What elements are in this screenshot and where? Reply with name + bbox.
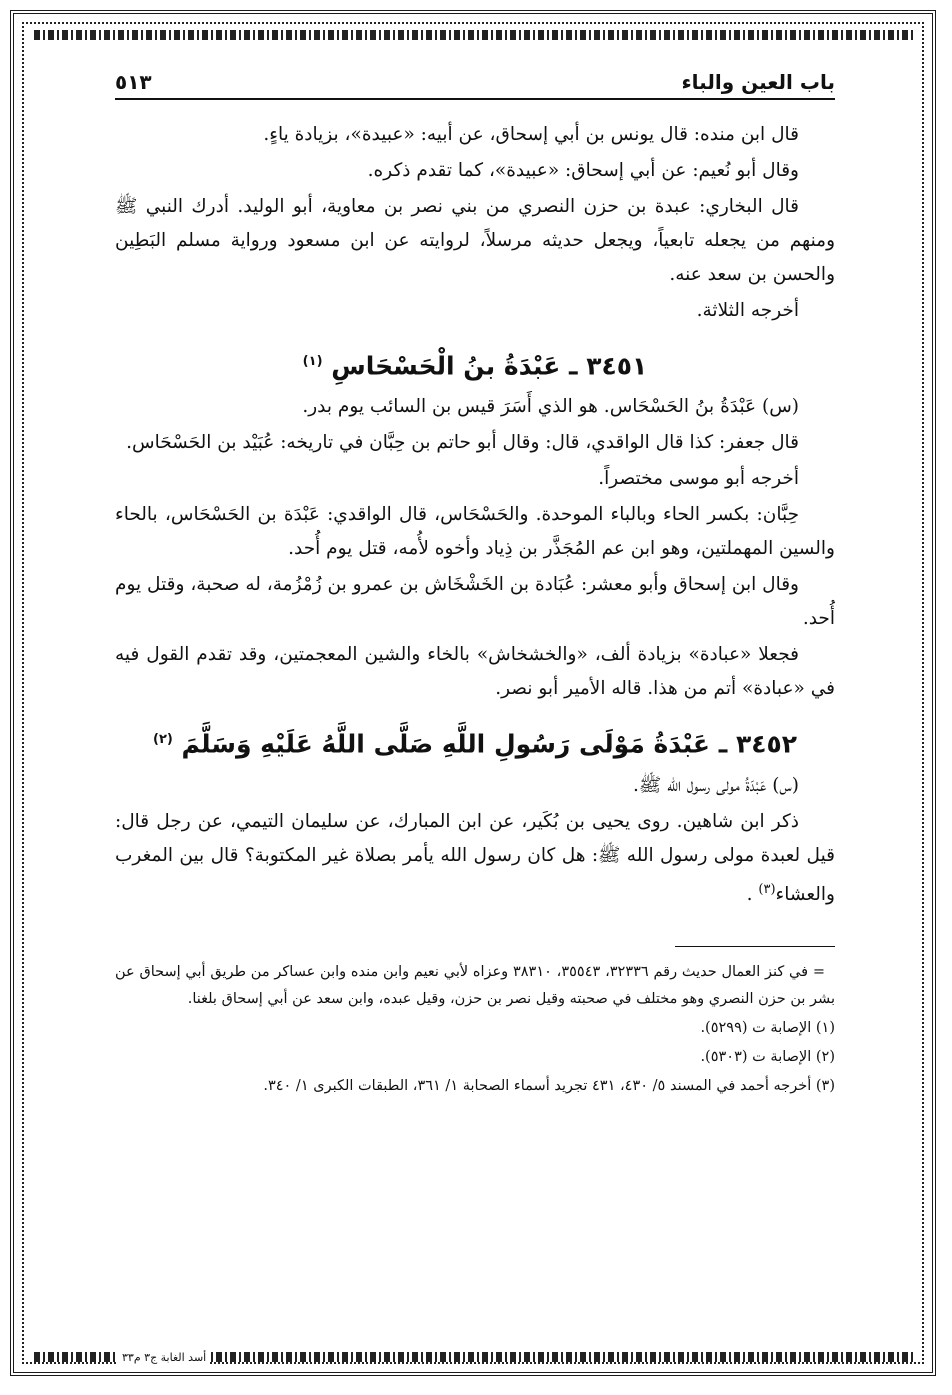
paragraph: قال ابن منده: قال يونس بن أبي إسحاق، عن أبيه: «عبيدة»، بزيادة ياءٍ.: [263, 124, 799, 145]
footnote-separator: [675, 946, 835, 947]
entry-heading-3452: [115, 720, 835, 764]
paragraph: وقال أبو نُعيم: عن أبي إسحاق: «عبيدة»، كما تقدم ذكره.: [367, 160, 799, 181]
signature-mark: أسد الغابة ج٣ م٣٣: [118, 1351, 210, 1364]
entry-heading-3451: [115, 342, 835, 386]
paragraph: (س) عَبْدَةُ مولى رسول الله ﷺ.: [633, 774, 799, 796]
paragraph: فجعلا «عبادة» بزيادة ألف، «والخشخاش» بالخاء والشين المعجمتين، وقد تقدم القول فيه في «عبادة» أتم من هذا. قاله الأمير أبو نصر.: [115, 644, 835, 700]
paragraph: (س) عَبْدَةُ بنُ الحَسْحَاس. هو الذي أَسَرَ قيس بن السائب يوم بدر.: [302, 396, 799, 418]
page-number: ٥١٣: [115, 70, 152, 94]
paragraph: ذكر ابن شاهين. روى يحيى بن بُكَير، عن ابن المبارك، عن سليمان التيمي، عن رجل قال: قيل لعبدة مولى رسول الله ﷺ: هل كان رسول الله يأمر بصلاة غير المكتوبة؟ قال بين المغرب والعشاء$^{(٣)}$ .: [115, 810, 835, 905]
footnotes: [115, 959, 835, 1100]
chapter-title: باب العين والباء: [681, 70, 835, 94]
footnote: (٣) أخرجه أحمد في المسند ٥/ ٤٣٠، ٤٣١ تجريد أسماء الصحابة ١/ ٣٦١، الطبقات الكبرى ١/ ٣٤٠.: [263, 1077, 835, 1094]
paragraph: قال جعفر: كذا قال الواقدي، قال: وقال أبو حاتم بن حِبَّان في تاريخه: عُبَيْد بن الحَسْحَاس.: [126, 432, 799, 454]
paragraph-text: ذكر ابن شاهين. روى يحيى بن بُكَير، عن ابن المبارك، عن سليمان التيمي، عن رجل قال: قيل لعبدة مولى رسول الله ﷺ: هل كان رسول الله يأمر بصلاة غير المكتوبة؟ قال بين المغرب والعشاء: [115, 810, 835, 905]
footnote-marker: (٢): [152, 732, 173, 748]
paragraph: وقال ابن إسحاق وأبو معشر: عُبَادة بن الخَشْخَاش بن عمرو بن زُمْزُمة، له صحبة، وقتل يوم أُحد.: [115, 574, 835, 630]
paragraph: حِبَّان: بكسر الحاء وبالباء الموحدة. والحَسْحَاس، قال الواقدي: عَبْدَة بن الحَسْحَاس، بالحاء والسين المهملتين، وهو ابن عم المُجَذَّر بن ذِياد وأخوه لأُمه، قتل يوم أُحد.: [115, 504, 835, 560]
entry-heading-text: ٣٤٥٢ ـ عَبْدَةُ مَوْلَى رَسُولِ اللَّهِ صَلَّى اللَّهُ عَلَيْهِ وَسَلَّمَ: [181, 729, 798, 759]
running-header: [115, 70, 835, 100]
paragraph: قال البخاري: عبدة بن حزن النصري من بني نصر بن معاوية، أبو الوليد. أدرك النبي ﷺ ومنهم من يجعله تابعياً، ويجعل حديثه مرسلاً، لروايته عن ابن مسعود ورواية مسلم البَطِين والحسن بن سعد عنه.: [115, 196, 835, 285]
page-body: [115, 70, 835, 1102]
paragraph: أخرجه أبو موسى مختصراً.: [598, 468, 799, 490]
footnote-marker: (١): [302, 354, 323, 369]
paragraph: أخرجه الثلاثة.: [696, 300, 799, 321]
footnote-continuation: = في كنز العمال حديث رقم ٣٢٣٣٦، ٣٥٥٤٣، ٣٨٣١٠ وعزاه لأبي نعيم وابن منده وابن عساكر من طريق أبي إسحاق عن بشر بن حزن النصري وهو مختلف في صحبته وقيل نصر بن حزن، وقيل عبده، وابن سعد عن أبي إسحاق بلغنا.: [115, 963, 835, 1007]
footnote: (١) الإصابة ت (٥٢٩٩).: [700, 1019, 835, 1036]
footnote-marker: (٣): [758, 881, 776, 897]
entry-heading-text: ٣٤٥١ ـ عَبْدَةُ بنُ الْحَسْحَاسِ: [331, 351, 648, 381]
footnote: (٢) الإصابة ت (٥٣٠٣).: [700, 1048, 835, 1065]
top-ornament: [34, 30, 914, 40]
